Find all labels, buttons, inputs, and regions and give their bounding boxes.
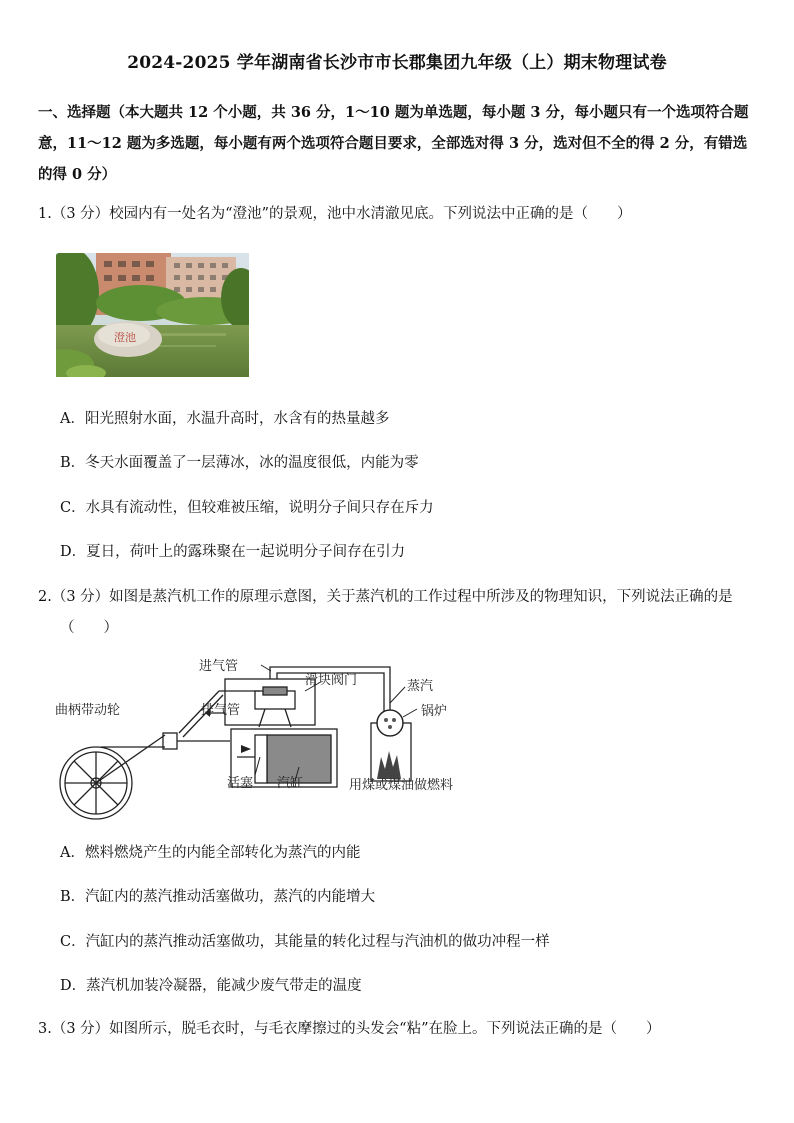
question-2-option-c: C．汽缸内的蒸汽推动活塞做功，其能量的转化过程与汽油机的做功冲程一样: [60, 934, 550, 950]
page-title: 2024-2025 学年湖南省长沙市市长郡集团九年级（上）期末物理试卷: [127, 53, 667, 73]
rock-inscription: 澄池: [114, 331, 136, 344]
question-2-option-b: B．汽缸内的蒸汽推动活塞做功，蒸汽的内能增大: [60, 889, 376, 905]
label-piston: 活塞: [227, 776, 254, 791]
label-steam: 蒸汽: [407, 679, 434, 694]
question-2-stem: [38, 582, 760, 644]
pond-photo: [56, 253, 249, 377]
question-1-option-c: C．水具有流动性，但较难被压缩，说明分子间只存在斥力: [60, 500, 434, 516]
question-2-option-d: D．蒸汽机加装冷凝器，能减少废气带走的温度: [60, 978, 362, 994]
question-2-text: 2.（3 分）如图是蒸汽机工作的原理示意图，关于蒸汽机的工作过程中所涉及的物理知识，下列说法正确的是（ ）: [38, 589, 733, 636]
label-fuel: 用煤或煤油做燃料: [349, 778, 454, 793]
question-3-stem: 3.（3 分）如图所示，脱毛衣时，与毛衣摩擦过的头发会“粘”在脸上。下列说法正确的是（ ）: [38, 1021, 661, 1037]
label-crank-wheel: 曲柄带动轮: [55, 703, 121, 718]
question-1-option-a: A．阳光照射水面，水温升高时，水含有的热量越多: [60, 411, 390, 427]
label-slide-valve: 滑块阀门: [305, 673, 358, 688]
question-1-option-b: B．冬天水面覆盖了一层薄冰，冰的温度很低，内能为零: [60, 455, 419, 471]
question-1-option-d: D．夏日，荷叶上的露珠聚在一起说明分子间存在引力: [60, 544, 406, 560]
label-exhaust-pipe: 排气管: [201, 703, 241, 718]
question-1-stem: 1.（3 分）校园内有一处名为“澄池”的景观，池中水清澈见底。下列说法中正确的是（ ）: [38, 206, 632, 222]
label-cylinder: 汽缸: [277, 776, 304, 791]
steam-engine-diagram: [55, 657, 475, 822]
section-heading: 一、选择题（本大题共 12 个小题，共 36 分，1～10 题为单选题，每小题 3 分，每小题只有一个选项符合题意，11～12 题为多选题，每小题有两个选项符合题目要求，全部选对得 3 分，选对但不全的得 2 分，有错选的得 0 分）: [38, 104, 749, 183]
label-boiler: 锅炉: [421, 704, 448, 719]
question-2-option-a: A．燃料燃烧产生的内能全部转化为蒸汽的内能: [60, 845, 361, 861]
label-inlet-pipe: 进气管: [199, 659, 239, 674]
